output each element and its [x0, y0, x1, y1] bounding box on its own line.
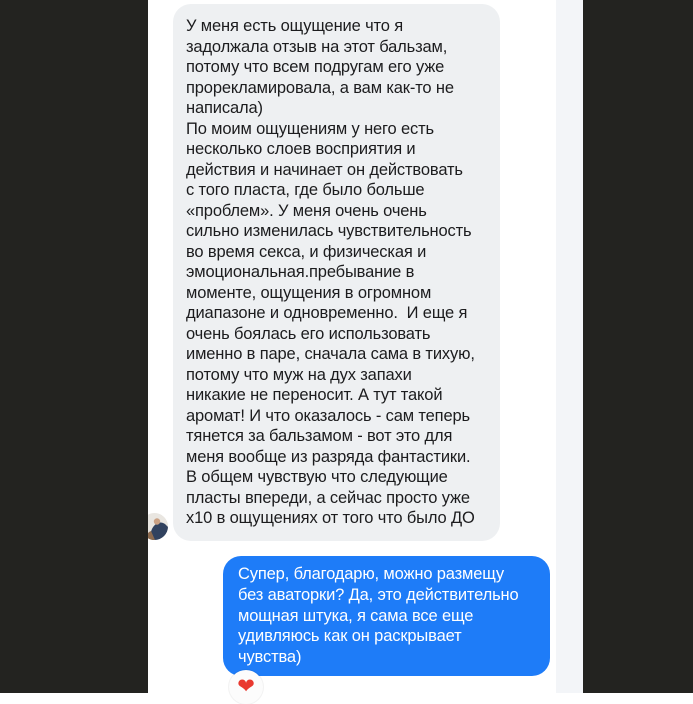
message-line: именно в паре, сначала сама в тихую,: [186, 345, 475, 363]
message-line: По моим ощущениям у него есть: [186, 119, 435, 138]
message-line: очень боялась его использовать: [186, 324, 431, 343]
message-line: прорекламировала, а вам как-то не: [186, 78, 454, 97]
message-line: потому что всем подругам его уже: [186, 58, 445, 76]
right-black-bar: [583, 0, 693, 693]
message-line: эмоциональная.пребывание в: [186, 263, 415, 281]
message-line: диапазоне и одновременно. И еще я: [186, 304, 468, 322]
outgoing-message-bubble[interactable]: [223, 556, 550, 676]
incoming-message-bubble[interactable]: [173, 4, 500, 541]
message-line: удивляюсь как он раскрывает: [238, 627, 462, 646]
message-line: У меня есть ощущение что я: [186, 17, 403, 35]
message-line: х10 в ощущениях от того что было ДО: [186, 509, 475, 527]
reaction-bubble[interactable]: [229, 670, 263, 704]
message-line: с того пласта, где было больше: [186, 181, 425, 199]
message-line: Супер, благодарю, можно размещу: [238, 565, 504, 583]
message-line: написала): [186, 99, 263, 117]
message-line: во время секса, и физическая и: [186, 242, 427, 261]
left-black-bar: [0, 0, 148, 693]
message-line: действия и начинает он действовать: [186, 160, 463, 179]
message-line: задолжала отзыв на этот бальзам,: [186, 37, 448, 56]
red-heart-icon: ❤: [237, 674, 255, 698]
message-line: сильно изменилась чувствительность: [186, 222, 472, 240]
message-line: В общем чувствую что следующие: [186, 468, 448, 486]
message-line: «проблем». У меня очень очень: [186, 201, 427, 220]
message-line: аромат! И что оказалось - сам теперь: [186, 406, 470, 425]
message-line: тянется за бальзамом - вот это для: [186, 427, 453, 445]
message-line: несколько слоев восприятия и: [186, 140, 416, 158]
message-line: пласты впереди, а сейчас просто уже: [186, 488, 470, 507]
message-line: чувства): [238, 648, 302, 667]
message-line: меня вообще из разряда фантастики.: [186, 447, 471, 466]
right-gutter: [556, 0, 583, 693]
message-line: мощная штука, я сама все еще: [238, 606, 474, 625]
message-line: без аваторки? Да, это действительно: [238, 585, 519, 604]
message-line: потому что муж на дух запахи: [186, 365, 412, 384]
message-line: моменте, ощущения в огромном: [186, 283, 432, 302]
message-line: никакие не переносит. А тут такой: [186, 386, 443, 404]
